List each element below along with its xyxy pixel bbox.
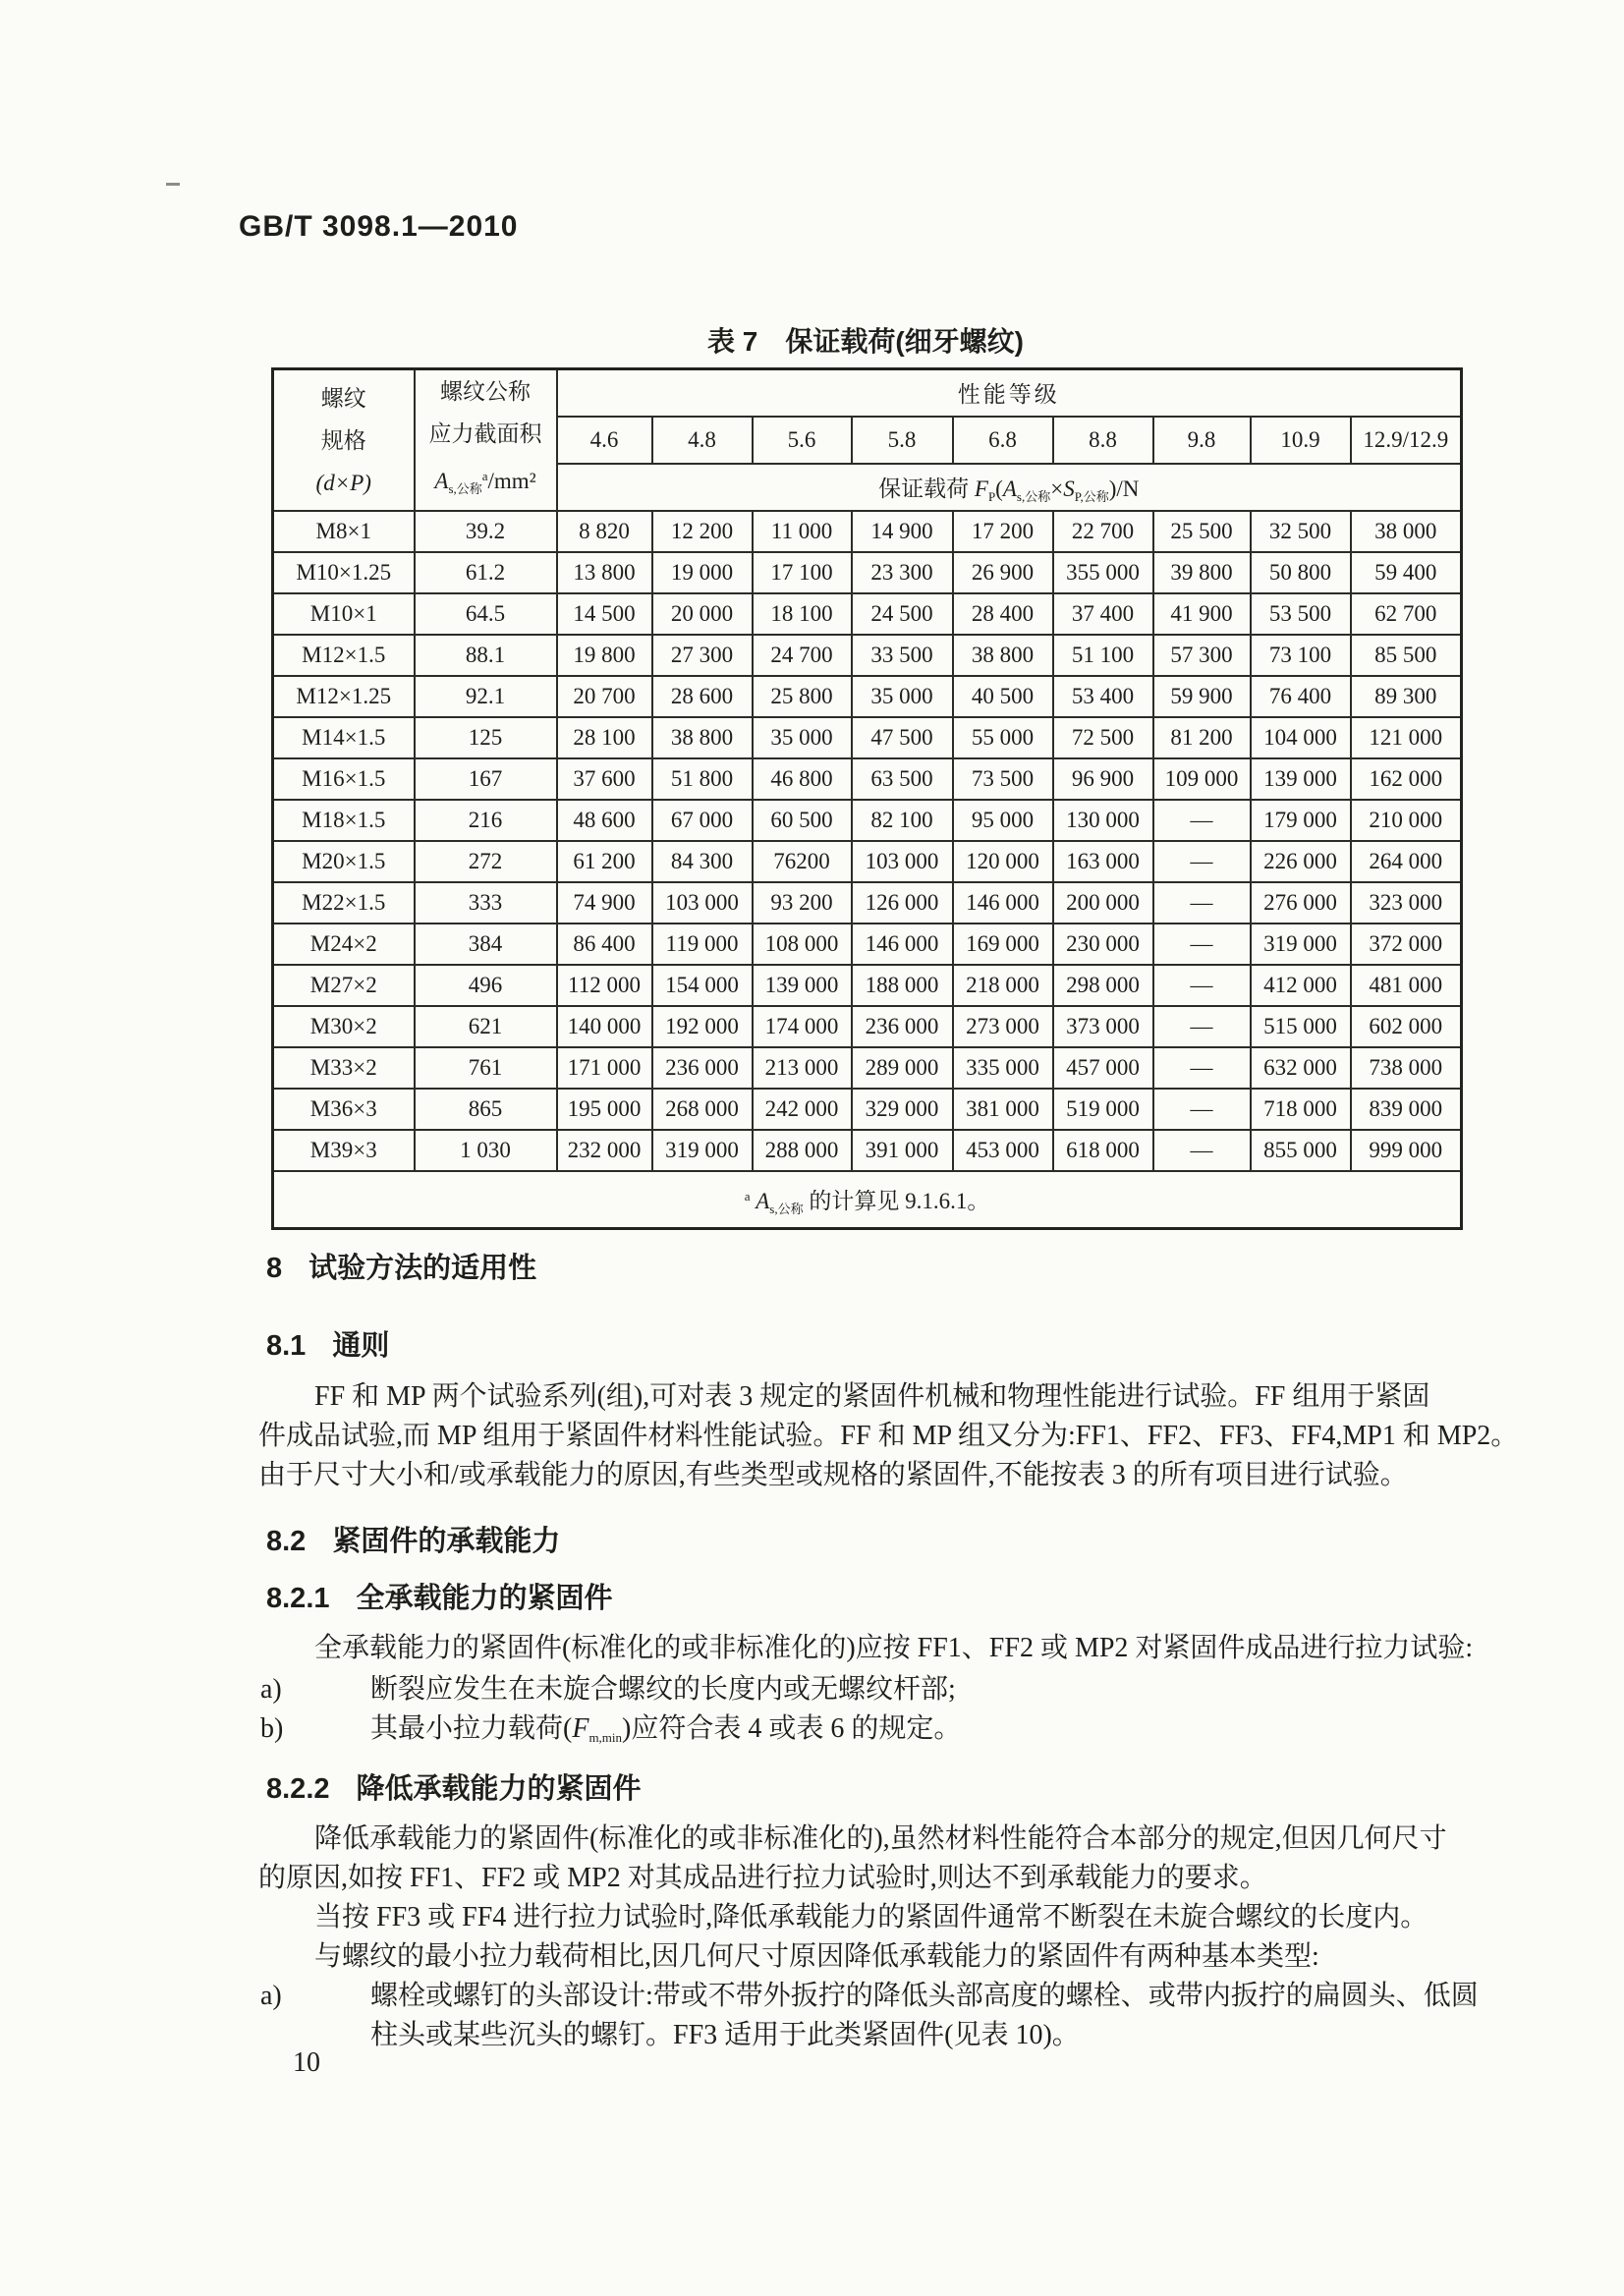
proof-load-cell: 139 000 (753, 965, 852, 1006)
proof-load-cell: 108 000 (753, 924, 852, 965)
thread-spec-cell: M20×1.5 (273, 841, 415, 882)
proof-load-cell: 25 800 (753, 676, 852, 717)
thread-spec-cell: M36×3 (273, 1089, 415, 1130)
section-heading-8: 8 试验方法的适用性 (266, 1253, 537, 1284)
table-title (271, 320, 1460, 360)
thread-spec-cell: M39×3 (273, 1130, 415, 1171)
table-title-text: 保证载荷(细牙螺纹) (785, 326, 1024, 357)
proof-load-cell: 19 000 (652, 552, 753, 593)
stress-area-cell: 621 (415, 1006, 557, 1047)
proof-load-table (271, 367, 1463, 1230)
proof-load-cell: 73 100 (1251, 635, 1351, 676)
page-number: 10 (293, 2047, 320, 2078)
table-row (273, 841, 1462, 882)
paragraph-line: 由于尺寸大小和/或承载能力的原因,有些类型或规格的紧固件,不能按表 3 的所有项目进行试验。 (258, 1460, 1408, 1490)
thread-spec-cell: M12×1.25 (273, 676, 415, 717)
proof-load-cell: 855 000 (1251, 1130, 1351, 1171)
thread-spec-cell: M27×2 (273, 965, 415, 1006)
proof-load-cell: 999 000 (1351, 1130, 1462, 1171)
proof-load-cell: 53 400 (1053, 676, 1153, 717)
thread-spec-symbol: (d×P) (315, 470, 371, 495)
thread-spec-cell: M10×1 (273, 593, 415, 635)
paragraph-8-2-2-a (258, 1820, 1447, 1898)
proof-load-cell: 27 300 (652, 635, 753, 676)
proof-load-cell: 718 000 (1251, 1089, 1351, 1130)
grade-header: 12.9/12.9 (1351, 417, 1462, 465)
proof-load-cell: 121 000 (1351, 717, 1462, 758)
thread-spec-cell: M14×1.5 (273, 717, 415, 758)
col-header-stress-area (415, 369, 557, 512)
list-item-text: 断裂应发生在未旋合螺纹的长度内或无螺纹杆部; (370, 1674, 956, 1705)
proof-load-cell: 55 000 (953, 717, 1053, 758)
proof-load-cell: 109 000 (1153, 758, 1251, 800)
stress-area-cell: 496 (415, 965, 557, 1006)
section-heading-8-1: 8.1 通则 (266, 1330, 390, 1362)
proof-load-cell: — (1153, 1047, 1251, 1089)
proof-load-cell: 35 000 (753, 717, 852, 758)
proof-load-cell: 24 500 (852, 593, 953, 635)
proof-load-cell: — (1153, 841, 1251, 882)
table-row (273, 511, 1462, 552)
proof-load-cell: 232 000 (557, 1130, 652, 1171)
list-item-8-2-1-a (258, 1670, 956, 1709)
col-header-performance-grade: 性能等级 (557, 369, 1462, 417)
proof-load-cell: 179 000 (1251, 800, 1351, 841)
stress-area-cell: 216 (415, 800, 557, 841)
proof-load-cell: — (1153, 800, 1251, 841)
paragraph-line: 的原因,如按 FF1、FF2 或 MP2 对其成品进行拉力试验时,则达不到承载能力的要求。 (258, 1863, 1267, 1893)
table-footnote: $^a$ $A_{s,公称}$ 的计算见 9.1.6.1。 (273, 1171, 1462, 1229)
proof-load-cell: 236 000 (652, 1047, 753, 1089)
grade-header: 8.8 (1053, 417, 1153, 465)
paragraph-line: 当按 FF3 或 FF4 进行拉力试验时,降低承载能力的紧固件通常不断裂在未旋合螺纹的长度内。 (314, 1902, 1428, 1932)
proof-load-cell: 13 800 (557, 552, 652, 593)
proof-load-cell: 51 100 (1053, 635, 1153, 676)
proof-load-cell: 372 000 (1351, 924, 1462, 965)
table-row (273, 882, 1462, 924)
proof-load-cell: 53 500 (1251, 593, 1351, 635)
proof-load-cell: 51 800 (652, 758, 753, 800)
proof-load-cell: 273 000 (953, 1006, 1053, 1047)
list-item-text: 其最小拉力载荷$(F_{m,min})$应符合表 4 或表 6 的规定。 (370, 1713, 962, 1745)
table-row (273, 635, 1462, 676)
proof-load-cell: 264 000 (1351, 841, 1462, 882)
col-header-thread-spec (273, 369, 415, 512)
thread-spec-cell: M22×1.5 (273, 882, 415, 924)
standard-number: GB/T 3098.1—2010 (239, 210, 519, 243)
proof-load-cell: 163 000 (1053, 841, 1153, 882)
proof-load-cell: 268 000 (652, 1089, 753, 1130)
thread-spec-cell: M12×1.5 (273, 635, 415, 676)
proof-load-cell: 319 000 (1251, 924, 1351, 965)
paragraph-8-2-1 (258, 1629, 1473, 1668)
proof-load-cell: 28 400 (953, 593, 1053, 635)
proof-load-cell: 8 820 (557, 511, 652, 552)
proof-load-cell: — (1153, 1130, 1251, 1171)
table-row (273, 593, 1462, 635)
proof-load-cell: 140 000 (557, 1006, 652, 1047)
scan-artifact-dash (166, 183, 180, 186)
proof-load-cell: 154 000 (652, 965, 753, 1006)
proof-load-cell: 242 000 (753, 1089, 852, 1130)
proof-load-cell: 139 000 (1251, 758, 1351, 800)
stress-area-label-line2: 应力截面积 (428, 421, 542, 446)
thread-spec-cell: M30×2 (273, 1006, 415, 1047)
stress-area-cell: 167 (415, 758, 557, 800)
proof-load-cell: 130 000 (1053, 800, 1153, 841)
proof-load-cell: 38 000 (1351, 511, 1462, 552)
grade-header: 4.6 (557, 417, 652, 465)
proof-load-table-body (273, 511, 1462, 1171)
proof-load-cell: 112 000 (557, 965, 652, 1006)
table-row (273, 676, 1462, 717)
table-row (273, 758, 1462, 800)
table-row (273, 1047, 1462, 1089)
proof-load-cell: 37 400 (1053, 593, 1153, 635)
proof-load-cell: 323 000 (1351, 882, 1462, 924)
stress-area-cell: 761 (415, 1047, 557, 1089)
stress-area-cell: 272 (415, 841, 557, 882)
paragraph-line: 件成品试验,而 MP 组用于紧固件材料性能试验。FF 和 MP 组又分为:FF1、FF2、FF3、FF4,MP1 和 MP2。 (258, 1421, 1519, 1451)
paragraph-line: 降低承载能力的紧固件(标准化的或非标准化的),虽然材料性能符合本部分的规定,但因几何尺寸 (314, 1823, 1447, 1854)
proof-load-cell: 192 000 (652, 1006, 753, 1047)
proof-load-cell: 276 000 (1251, 882, 1351, 924)
stress-area-label-line1: 螺纹公称 (440, 379, 531, 404)
proof-load-cell: 104 000 (1251, 717, 1351, 758)
proof-load-cell: 22 700 (1053, 511, 1153, 552)
proof-load-cell: 412 000 (1251, 965, 1351, 1006)
proof-load-cell: 188 000 (852, 965, 953, 1006)
proof-load-cell: 298 000 (1053, 965, 1153, 1006)
grade-header: 6.8 (953, 417, 1053, 465)
list-marker: a) (260, 1674, 282, 1705)
table-row (273, 1006, 1462, 1047)
proof-load-cell: — (1153, 924, 1251, 965)
proof-load-cell: 120 000 (953, 841, 1053, 882)
proof-load-cell: 288 000 (753, 1130, 852, 1171)
thread-spec-cell: M8×1 (273, 511, 415, 552)
proof-load-cell: 35 000 (852, 676, 953, 717)
proof-load-cell: 47 500 (852, 717, 953, 758)
proof-load-cell: 169 000 (953, 924, 1053, 965)
proof-load-cell: 89 300 (1351, 676, 1462, 717)
grade-header: 5.8 (852, 417, 953, 465)
proof-load-cell: 39 800 (1153, 552, 1251, 593)
proof-load-cell: 171 000 (557, 1047, 652, 1089)
proof-load-cell: 73 500 (953, 758, 1053, 800)
paragraph-line: FF 和 MP 两个试验系列(组),可对表 3 规定的紧固件机械和物理性能进行试验。FF 组用于紧固 (314, 1381, 1430, 1412)
proof-load-cell: — (1153, 1006, 1251, 1047)
proof-load-cell: 17 200 (953, 511, 1053, 552)
proof-load-cell: 602 000 (1351, 1006, 1462, 1047)
stress-area-cell: 865 (415, 1089, 557, 1130)
stress-area-cell: 333 (415, 882, 557, 924)
proof-load-cell: 18 100 (753, 593, 852, 635)
paragraph-8-1 (258, 1377, 1518, 1495)
table-row (273, 717, 1462, 758)
proof-load-cell: — (1153, 1089, 1251, 1130)
proof-load-cell: 17 100 (753, 552, 852, 593)
grade-header: 4.8 (652, 417, 753, 465)
proof-load-cell: 86 400 (557, 924, 652, 965)
proof-load-cell: 319 000 (652, 1130, 753, 1171)
proof-load-cell: 38 800 (953, 635, 1053, 676)
proof-load-cell: 515 000 (1251, 1006, 1351, 1047)
proof-load-cell: 146 000 (852, 924, 953, 965)
thread-spec-cell: M24×2 (273, 924, 415, 965)
proof-load-cell: 57 300 (1153, 635, 1251, 676)
stress-area-cell: 1 030 (415, 1130, 557, 1171)
proof-load-cell: 61 200 (557, 841, 652, 882)
proof-load-cell: 41 900 (1153, 593, 1251, 635)
grade-header: 5.6 (753, 417, 852, 465)
proof-load-cell: 213 000 (753, 1047, 852, 1089)
stress-area-cell: 61.2 (415, 552, 557, 593)
stress-area-cell: 125 (415, 717, 557, 758)
proof-load-cell: 76 400 (1251, 676, 1351, 717)
proof-load-cell: 82 100 (852, 800, 953, 841)
proof-load-cell: 38 800 (652, 717, 753, 758)
proof-load-cell: 218 000 (953, 965, 1053, 1006)
proof-load-cell: 33 500 (852, 635, 953, 676)
proof-load-cell: 457 000 (1053, 1047, 1153, 1089)
proof-load-cell: 119 000 (652, 924, 753, 965)
table-title-number: 表 7 (706, 326, 758, 357)
proof-load-cell: 103 000 (652, 882, 753, 924)
list-item-8-2-1-b (258, 1709, 961, 1758)
proof-load-cell: 74 900 (557, 882, 652, 924)
proof-load-cell: 37 600 (557, 758, 652, 800)
proof-load-cell: 632 000 (1251, 1047, 1351, 1089)
proof-load-cell: 146 000 (953, 882, 1053, 924)
proof-load-cell: 96 900 (1053, 758, 1153, 800)
proof-load-cell: 40 500 (953, 676, 1053, 717)
proof-load-cell: — (1153, 882, 1251, 924)
proof-load-cell: 103 000 (852, 841, 953, 882)
proof-load-cell: 32 500 (1251, 511, 1351, 552)
proof-load-cell: 481 000 (1351, 965, 1462, 1006)
proof-load-cell: 23 300 (852, 552, 953, 593)
proof-load-cell: 839 000 (1351, 1089, 1462, 1130)
proof-load-cell: 28 600 (652, 676, 753, 717)
proof-load-cell: 14 500 (557, 593, 652, 635)
table-row (273, 1089, 1462, 1130)
proof-load-cell: 76200 (753, 841, 852, 882)
proof-load-cell: 618 000 (1053, 1130, 1153, 1171)
proof-load-cell: 62 700 (1351, 593, 1462, 635)
section-heading-8-2: 8.2 紧固件的承载能力 (266, 1526, 561, 1557)
grade-header: 10.9 (1251, 417, 1351, 465)
proof-load-cell: 519 000 (1053, 1089, 1153, 1130)
proof-load-cell: 60 500 (753, 800, 852, 841)
proof-load-cell: 85 500 (1351, 635, 1462, 676)
proof-load-cell: 381 000 (953, 1089, 1053, 1130)
proof-load-cell: 19 800 (557, 635, 652, 676)
proof-load-cell: 329 000 (852, 1089, 953, 1130)
proof-load-cell: 28 100 (557, 717, 652, 758)
table-row (273, 1130, 1462, 1171)
section-heading-8-2-1: 8.2.1 全承载能力的紧固件 (266, 1583, 613, 1614)
proof-load-cell: 48 600 (557, 800, 652, 841)
proof-load-formula: 保证载荷 $F_P(A_{s,公称}\times S_{P,公称})/N$ (557, 464, 1462, 511)
proof-load-cell: 59 900 (1153, 676, 1251, 717)
thread-spec-cell: M18×1.5 (273, 800, 415, 841)
thread-spec-cell: M10×1.25 (273, 552, 415, 593)
proof-load-cell: 391 000 (852, 1130, 953, 1171)
thread-spec-cell: M16×1.5 (273, 758, 415, 800)
proof-load-cell: 738 000 (1351, 1047, 1462, 1089)
section-heading-8-2-2: 8.2.2 降低承载能力的紧固件 (266, 1773, 642, 1805)
list-marker: a) (260, 1981, 282, 2011)
stress-area-formula: $A_{s,公称}^a$/mm² (434, 469, 536, 496)
proof-load-cell: 210 000 (1351, 800, 1462, 841)
table-row (273, 965, 1462, 1006)
proof-load-cell: 84 300 (652, 841, 753, 882)
proof-load-cell: 355 000 (1053, 552, 1153, 593)
proof-load-cell: 95 000 (953, 800, 1053, 841)
list-item-text: 螺栓或螺钉的头部设计:带或不带外扳拧的降低头部高度的螺栓、或带内扳拧的扁圆头、低圆 (370, 1981, 1479, 2011)
proof-load-cell: 72 500 (1053, 717, 1153, 758)
stress-area-cell: 64.5 (415, 593, 557, 635)
table-row (273, 800, 1462, 841)
proof-load-cell: 174 000 (753, 1006, 852, 1047)
proof-load-cell: 81 200 (1153, 717, 1251, 758)
proof-load-cell: 373 000 (1053, 1006, 1153, 1047)
proof-load-cell: 200 000 (1053, 882, 1153, 924)
paragraph-line: 全承载能力的紧固件(标准化的或非标准化的)应按 FF1、FF2 或 MP2 对紧固件成品进行拉力试验: (314, 1633, 1474, 1663)
proof-load-cell: 50 800 (1251, 552, 1351, 593)
proof-load-cell: 230 000 (1053, 924, 1153, 965)
table-row (273, 552, 1462, 593)
proof-load-cell: 126 000 (852, 882, 953, 924)
proof-load-cell: 289 000 (852, 1047, 953, 1089)
proof-load-cell: — (1153, 965, 1251, 1006)
proof-load-cell: 226 000 (1251, 841, 1351, 882)
list-marker: b) (260, 1713, 284, 1744)
proof-load-cell: 12 200 (652, 511, 753, 552)
grade-header: 9.8 (1153, 417, 1251, 465)
proof-load-cell: 20 700 (557, 676, 652, 717)
proof-load-cell: 24 700 (753, 635, 852, 676)
thread-spec-label-line1: 螺纹 (320, 385, 366, 411)
proof-load-cell: 162 000 (1351, 758, 1462, 800)
stress-area-cell: 384 (415, 924, 557, 965)
thread-spec-label-line2: 规格 (320, 427, 366, 453)
proof-load-cell: 93 200 (753, 882, 852, 924)
proof-load-cell: 11 000 (753, 511, 852, 552)
proof-load-cell: 195 000 (557, 1089, 652, 1130)
proof-load-cell: 453 000 (953, 1130, 1053, 1171)
proof-load-cell: 20 000 (652, 593, 753, 635)
proof-load-cell: 67 000 (652, 800, 753, 841)
paragraph-line: 与螺纹的最小拉力载荷相比,因几何尺寸原因降低承载能力的紧固件有两种基本类型: (314, 1941, 1319, 1972)
proof-load-cell: 59 400 (1351, 552, 1462, 593)
stress-area-cell: 39.2 (415, 511, 557, 552)
table-row (273, 924, 1462, 965)
paragraph-8-2-2-b (258, 1898, 1428, 1977)
stress-area-cell: 88.1 (415, 635, 557, 676)
proof-load-cell: 335 000 (953, 1047, 1053, 1089)
list-item-text: 柱头或某些沉头的螺钉。FF3 适用于此类紧固件(见表 10)。 (370, 2020, 1080, 2050)
proof-load-cell: 46 800 (753, 758, 852, 800)
thread-spec-cell: M33×2 (273, 1047, 415, 1089)
proof-load-cell: 25 500 (1153, 511, 1251, 552)
proof-load-cell: 26 900 (953, 552, 1053, 593)
proof-load-cell: 14 900 (852, 511, 953, 552)
stress-area-cell: 92.1 (415, 676, 557, 717)
list-item-8-2-2-a (258, 1977, 1479, 2055)
proof-load-cell: 236 000 (852, 1006, 953, 1047)
proof-load-cell: 63 500 (852, 758, 953, 800)
